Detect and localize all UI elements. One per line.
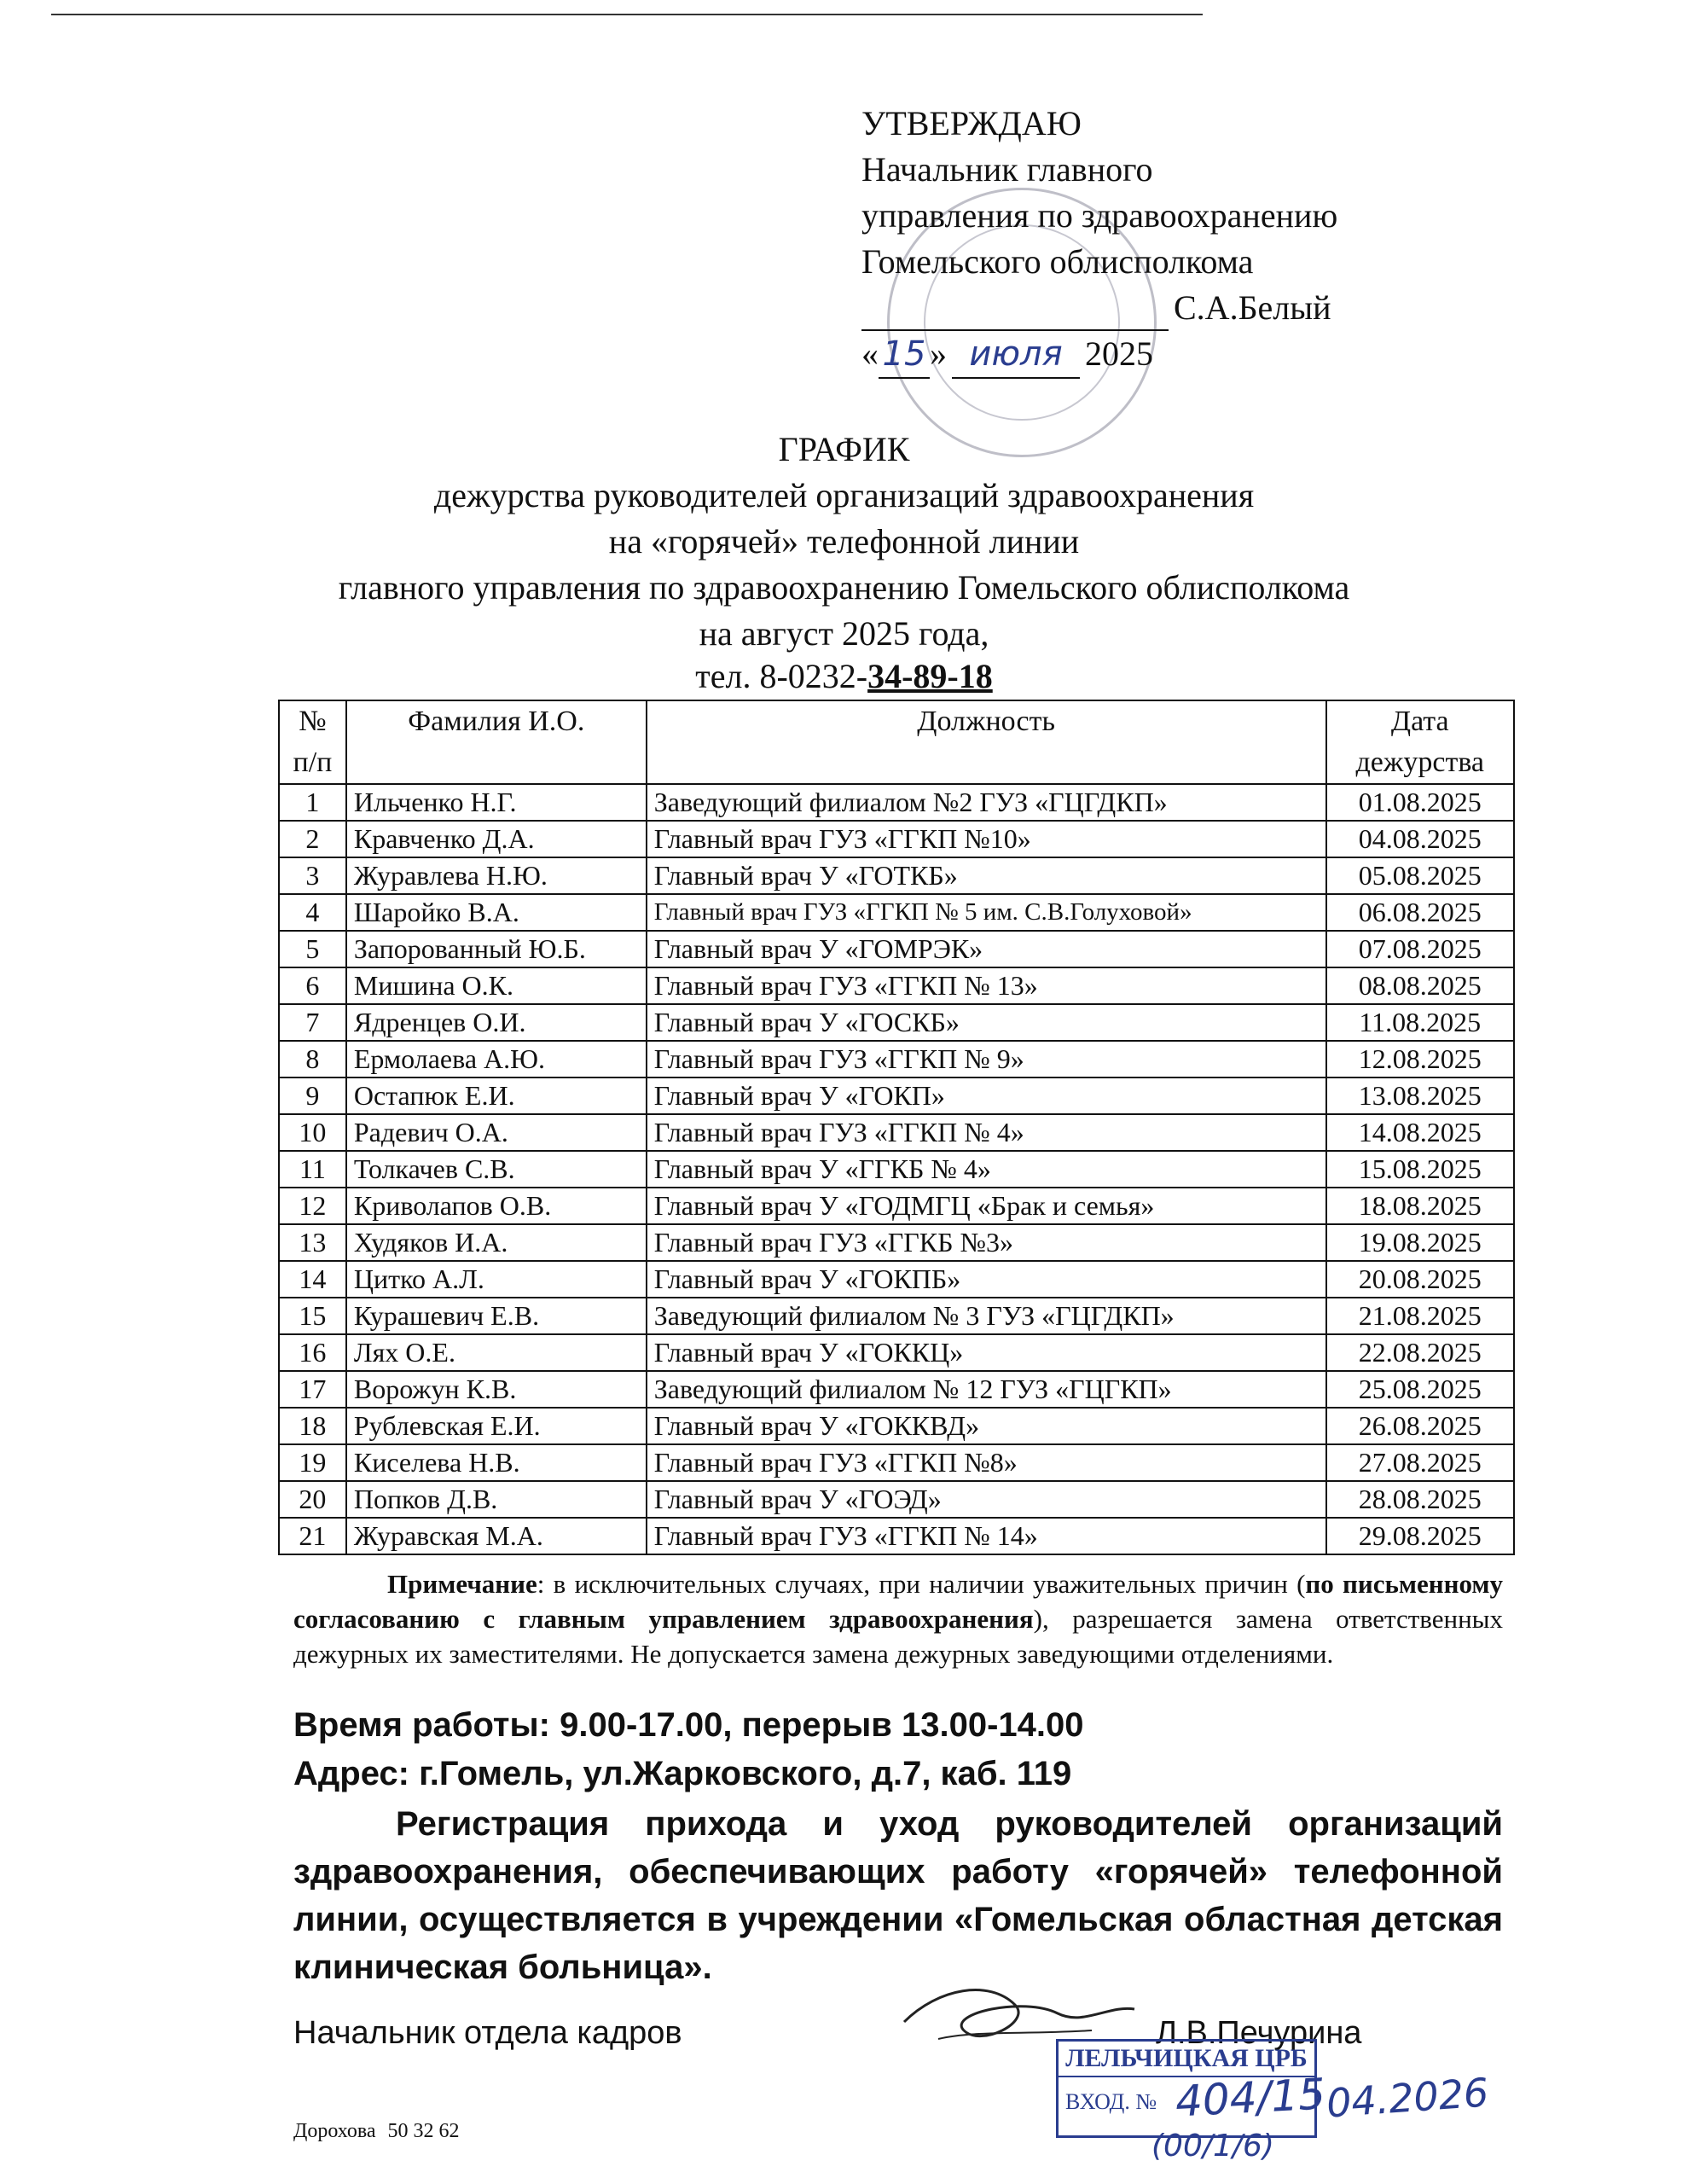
approve-word: УТВЕРЖДАЮ: [861, 104, 1082, 142]
registration-paragraph: Регистрация прихода и уход руководителей организаций здравоохранения, обеспечивающих работу «горячей» телефонной линии, осуществляется в учреждении «Гомельская областная детская клиническая больница».: [293, 1805, 1503, 1986]
row-number: 20: [279, 1481, 346, 1518]
row-number: 6: [279, 967, 346, 1004]
row-position: Главный врач У «ГОМРЭК»: [647, 931, 1326, 967]
row-date: 19.08.2025: [1326, 1224, 1514, 1261]
row-name: Рублевская Е.И.: [346, 1408, 647, 1444]
executor-name: Дорохова: [293, 2120, 376, 2142]
row-position: Главный врач ГУЗ «ГГКП № 4»: [647, 1114, 1326, 1151]
row-name: Ермолаева А.Ю.: [346, 1041, 647, 1077]
row-number: 19: [279, 1444, 346, 1481]
table-row: [279, 1077, 1514, 1114]
row-date: 26.08.2025: [1326, 1408, 1514, 1444]
row-name: Ядренцев О.И.: [346, 1004, 647, 1041]
table-row: [279, 1408, 1514, 1444]
phone-line: [0, 653, 1688, 700]
stamp-incoming-number: 404/15: [1174, 2069, 1327, 2127]
table-row: [279, 1334, 1514, 1371]
row-date: 18.08.2025: [1326, 1188, 1514, 1224]
row-name: Кравченко Д.А.: [346, 821, 647, 857]
row-date: 05.08.2025: [1326, 857, 1514, 894]
row-date: 15.08.2025: [1326, 1151, 1514, 1188]
work-time: Время работы: 9.00-17.00, перерыв 13.00-14.00: [293, 1706, 1084, 1744]
stamp-incoming-label: ВХОД. №: [1065, 2089, 1157, 2114]
table-row: [279, 1261, 1514, 1298]
duty-schedule-table: [278, 700, 1515, 1555]
address: Адрес: г.Гомель, ул.Жарковского, д.7, каб. 119: [293, 1755, 1072, 1792]
row-number: 4: [279, 894, 346, 931]
executor-phone: 50 32 62: [387, 2120, 460, 2142]
approval-block: [861, 101, 1337, 379]
table-row: [279, 1298, 1514, 1334]
approver-title-2: управления по здравоохранению: [861, 196, 1338, 235]
stamp-date: 04.2026: [1325, 2069, 1490, 2127]
row-position: Главный врач ГУЗ «ГГКП № 5 им. С.В.Голуховой»: [647, 894, 1326, 931]
row-name: Киселева Н.В.: [346, 1444, 647, 1481]
row-date: 12.08.2025: [1326, 1041, 1514, 1077]
row-name: Ильченко Н.Г.: [346, 784, 647, 821]
table-row: [279, 1481, 1514, 1518]
row-date: 14.08.2025: [1326, 1114, 1514, 1151]
row-number: 3: [279, 857, 346, 894]
table-row: [279, 1518, 1514, 1554]
row-position: Главный врач У «ГОККЦ»: [647, 1334, 1326, 1371]
row-name: Криволапов О.В.: [346, 1188, 647, 1224]
header-date: Дата дежурства: [1326, 700, 1514, 784]
table-row: [279, 1114, 1514, 1151]
row-position: Главный врач ГУЗ «ГГКП №8»: [647, 1444, 1326, 1481]
phone-prefix: тел. 8-0232-: [695, 657, 868, 695]
approval-day: 15: [879, 331, 930, 379]
approver-name: С.А.Белый: [1174, 288, 1331, 327]
row-number: 16: [279, 1334, 346, 1371]
row-number: 18: [279, 1408, 346, 1444]
row-number: 7: [279, 1004, 346, 1041]
row-position: Заведующий филиалом № 3 ГУЗ «ГЦГДКП»: [647, 1298, 1326, 1334]
signature-underline: [861, 295, 1169, 331]
row-name: Остапюк Е.И.: [346, 1077, 647, 1114]
row-name: Попков Д.В.: [346, 1481, 647, 1518]
table-row: [279, 1371, 1514, 1408]
table-row: [279, 784, 1514, 821]
date-open-quote: «: [861, 334, 879, 373]
row-name: Худяков И.А.: [346, 1224, 647, 1261]
table-row: [279, 1004, 1514, 1041]
row-position: Главный врач ГУЗ «ГГКП №10»: [647, 821, 1326, 857]
row-position: Главный врач У «ГОККВД»: [647, 1408, 1326, 1444]
subtitle-line-3: главного управления по здравоохранению Гомельского облисполкома: [338, 568, 1350, 607]
header-number: № п/п: [279, 700, 346, 784]
table-row: [279, 894, 1514, 931]
row-position: Главный врач У «ГОЭД»: [647, 1481, 1326, 1518]
note-text-1: : в исключительных случаях, при наличии уважительных причин (: [537, 1569, 1306, 1599]
header-position: Должность: [647, 700, 1326, 784]
table-row: [279, 1444, 1514, 1481]
row-name: Журавлева Н.Ю.: [346, 857, 647, 894]
row-position: Главный врач ГУЗ «ГГКП № 14»: [647, 1518, 1326, 1554]
row-number: 12: [279, 1188, 346, 1224]
row-date: 07.08.2025: [1326, 931, 1514, 967]
table-row: [279, 1188, 1514, 1224]
row-number: 1: [279, 784, 346, 821]
document-title: ГРАФИК: [778, 430, 910, 468]
note-bold-text: по письменному согласованию с главным управлением здравоохранения: [293, 1569, 1503, 1634]
note-text-2: ), разрешается замена ответственных дежурных их заместителями. Не допускается замена дежурных заведующими отделениями.: [293, 1604, 1503, 1669]
table-row: [279, 1041, 1514, 1077]
row-number: 17: [279, 1371, 346, 1408]
row-date: 27.08.2025: [1326, 1444, 1514, 1481]
note-paragraph: [293, 1566, 1503, 1671]
row-number: 13: [279, 1224, 346, 1261]
subtitle-line-2: на «горячей» телефонной линии: [608, 522, 1080, 561]
row-number: 5: [279, 931, 346, 967]
row-position: Главный врач У «ГОСКБ»: [647, 1004, 1326, 1041]
table-row: [279, 821, 1514, 857]
row-name: Мишина О.К.: [346, 967, 647, 1004]
row-position: Главный врач ГУЗ «ГГКП № 9»: [647, 1041, 1326, 1077]
row-date: 25.08.2025: [1326, 1371, 1514, 1408]
row-date: 20.08.2025: [1326, 1261, 1514, 1298]
approver-signature-line: [861, 285, 1337, 331]
subtitle-period: на август 2025 года,: [699, 614, 989, 653]
row-date: 22.08.2025: [1326, 1334, 1514, 1371]
row-number: 14: [279, 1261, 346, 1298]
row-name: Цитко А.Л.: [346, 1261, 647, 1298]
row-name: Журавская М.А.: [346, 1518, 647, 1554]
approver-title-1: Начальник главного: [861, 150, 1153, 189]
row-name: Запорованный Ю.Б.: [346, 931, 647, 967]
row-date: 29.08.2025: [1326, 1518, 1514, 1554]
row-position: Главный врач У «ГОКП»: [647, 1077, 1326, 1114]
top-border-line: [51, 14, 1203, 15]
row-name: Лях О.Е.: [346, 1334, 647, 1371]
table-row: [279, 931, 1514, 967]
executor-info: [293, 2120, 460, 2143]
row-number: 8: [279, 1041, 346, 1077]
row-name: Радевич О.А.: [346, 1114, 647, 1151]
table-header-row: [279, 700, 1514, 784]
row-position: Главный врач ГУЗ «ГГКП № 13»: [647, 967, 1326, 1004]
row-position: Заведующий филиалом №2 ГУЗ «ГЦГДКП»: [647, 784, 1326, 821]
note-label: Примечание: [387, 1569, 537, 1599]
approval-date: [861, 331, 1337, 379]
signer-title: Начальник отдела кадров: [293, 2015, 682, 2051]
row-date: 01.08.2025: [1326, 784, 1514, 821]
row-number: 11: [279, 1151, 346, 1188]
row-position: Главный врач ГУЗ «ГГКБ №3»: [647, 1224, 1326, 1261]
row-position: Главный врач У «ГГКБ № 4»: [647, 1151, 1326, 1188]
stamp-organization: ЛЕЛЬЧИЦКАЯ ЦРБ: [1059, 2042, 1314, 2077]
row-date: 11.08.2025: [1326, 1004, 1514, 1041]
approval-month: июля: [952, 331, 1080, 379]
row-date: 28.08.2025: [1326, 1481, 1514, 1518]
row-name: Толкачев С.В.: [346, 1151, 647, 1188]
signer-name: Л.В.Печурина: [1156, 2015, 1362, 2051]
row-position: Заведующий филиалом № 12 ГУЗ «ГЦГКП»: [647, 1371, 1326, 1408]
table-body: [279, 784, 1514, 1554]
table-row: [279, 1224, 1514, 1261]
row-number: 15: [279, 1298, 346, 1334]
table-row: [279, 1151, 1514, 1188]
row-name: Курашевич Е.В.: [346, 1298, 647, 1334]
row-name: Ворожун К.В.: [346, 1371, 647, 1408]
row-date: 06.08.2025: [1326, 894, 1514, 931]
table-row: [279, 967, 1514, 1004]
table-row: [279, 857, 1514, 894]
row-name: Шаройко В.А.: [346, 894, 647, 931]
row-position: Главный врач У «ГОДМГЦ «Брак и семья»: [647, 1188, 1326, 1224]
subtitle-line-1: дежурства руководителей организаций здравоохранения: [433, 476, 1255, 514]
header-name: Фамилия И.О.: [346, 700, 647, 784]
row-date: 13.08.2025: [1326, 1077, 1514, 1114]
row-number: 10: [279, 1114, 346, 1151]
phone-number: 34-89-18: [867, 657, 993, 695]
stamp-extra-note: (00/1/6): [1151, 2129, 1274, 2164]
row-position: Главный врач У «ГОКПБ»: [647, 1261, 1326, 1298]
row-number: 9: [279, 1077, 346, 1114]
approver-title-3: Гомельского облисполкома: [861, 242, 1254, 281]
row-date: 21.08.2025: [1326, 1298, 1514, 1334]
row-date: 08.08.2025: [1326, 967, 1514, 1004]
row-number: 2: [279, 821, 346, 857]
date-close-quote: »: [930, 334, 947, 373]
row-number: 21: [279, 1518, 346, 1554]
row-date: 04.08.2025: [1326, 821, 1514, 857]
approval-year: 2025: [1085, 334, 1153, 373]
row-position: Главный врач У «ГОТКБ»: [647, 857, 1326, 894]
